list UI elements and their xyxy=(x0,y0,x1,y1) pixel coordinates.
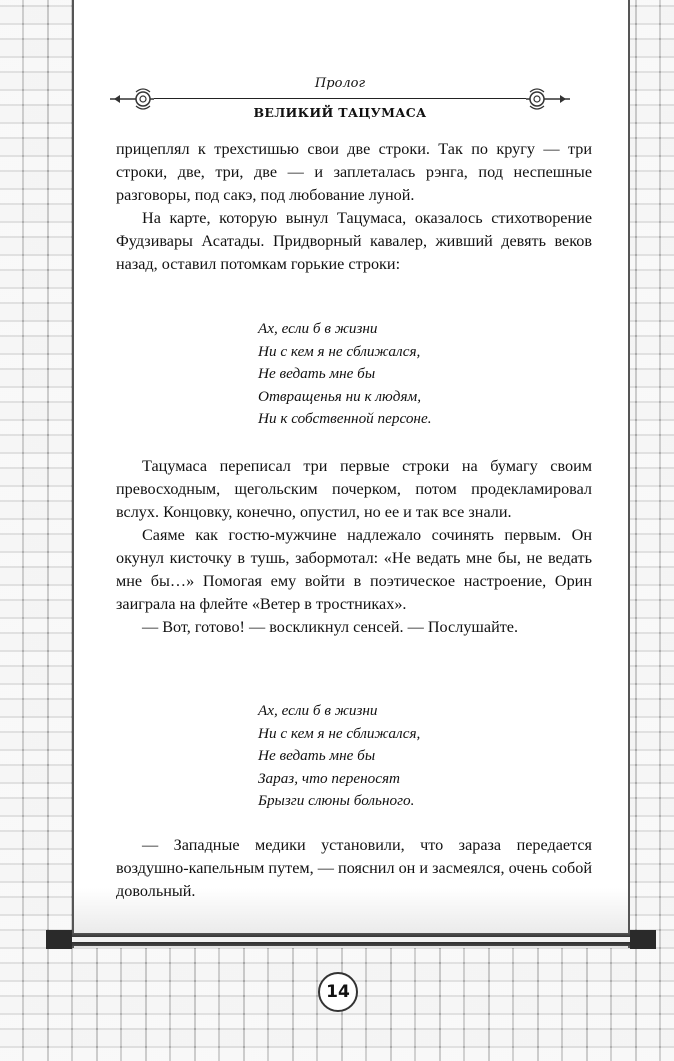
poem-line: Ах, если б в жизни xyxy=(258,320,378,337)
poem-line: Ни с кем я не сближался, xyxy=(258,724,421,742)
header-rule xyxy=(154,98,526,99)
page-number-badge xyxy=(318,972,358,1012)
poem-line: Ни к собственной персоне. xyxy=(258,410,432,427)
page-number: 14 xyxy=(326,982,350,1002)
poem-line: Ах, если б в жизни xyxy=(258,702,378,719)
scroll-rod-highlight xyxy=(72,937,630,942)
poem-line: Отвращенья ни к людям, xyxy=(258,387,421,405)
paragraph: прицеплял к трехстишью свои две строки. Так по кругу — три строки, две, три, две — и заплеталась рэнга, под неспешные разговоры, под сакэ, под любование луной. xyxy=(116,140,592,204)
poem-block xyxy=(258,318,588,431)
running-header xyxy=(110,72,570,132)
section-title: Пролог xyxy=(314,76,366,91)
paragraph: — Западные медики установили, что зараза передается воздушно-капельным путем, — пояснил он и засмеялся, очень собой довольный. xyxy=(116,836,592,900)
paragraph: Тацумаса переписал три первые строки на бумагу своим превосходным, щегольским почерком, потом продекламировал вслух. Концовку, конечно, опустил, но ее и так все знали. xyxy=(116,457,592,521)
poem-line: Зараз, что переносят xyxy=(258,769,400,787)
poem-line: Брызги слюны больного. xyxy=(258,792,415,809)
chapter-title: ВЕЛИКИЙ ТАЦУМАСА xyxy=(253,105,427,120)
scroll-rod-cap-right xyxy=(630,930,656,949)
poem-block xyxy=(258,700,588,813)
poem-line: Не ведать мне бы xyxy=(258,747,376,764)
ornament-right-icon xyxy=(526,82,570,116)
body-text-top xyxy=(116,138,592,276)
body-text-bottom xyxy=(116,834,592,903)
poem-line: Ни с кем я не сближался, xyxy=(258,342,421,360)
poem-line: Не ведать мне бы xyxy=(258,365,376,382)
paragraph: Саяме как гостю-мужчине надлежало сочинять первым. Он окунул кисточку в тушь, забормотал: «Не ведать мне бы, не ведать мне бы…» Помогая ему войти в поэтическое настроение, Орин заиграла на флейте «Ветер в тростниках». xyxy=(116,526,592,613)
body-text-middle xyxy=(116,455,592,639)
scroll-rod-cap-left xyxy=(46,930,72,949)
paragraph: — Вот, готово! — воскликнул сенсей. — Послушайте. xyxy=(142,618,519,636)
paragraph: На карте, которую вынул Тацумаса, оказалось стихотворение Фудзивары Асатады. Придворный кавалер, живший девять веков назад, оставил потомкам горькие строки: xyxy=(116,209,592,273)
